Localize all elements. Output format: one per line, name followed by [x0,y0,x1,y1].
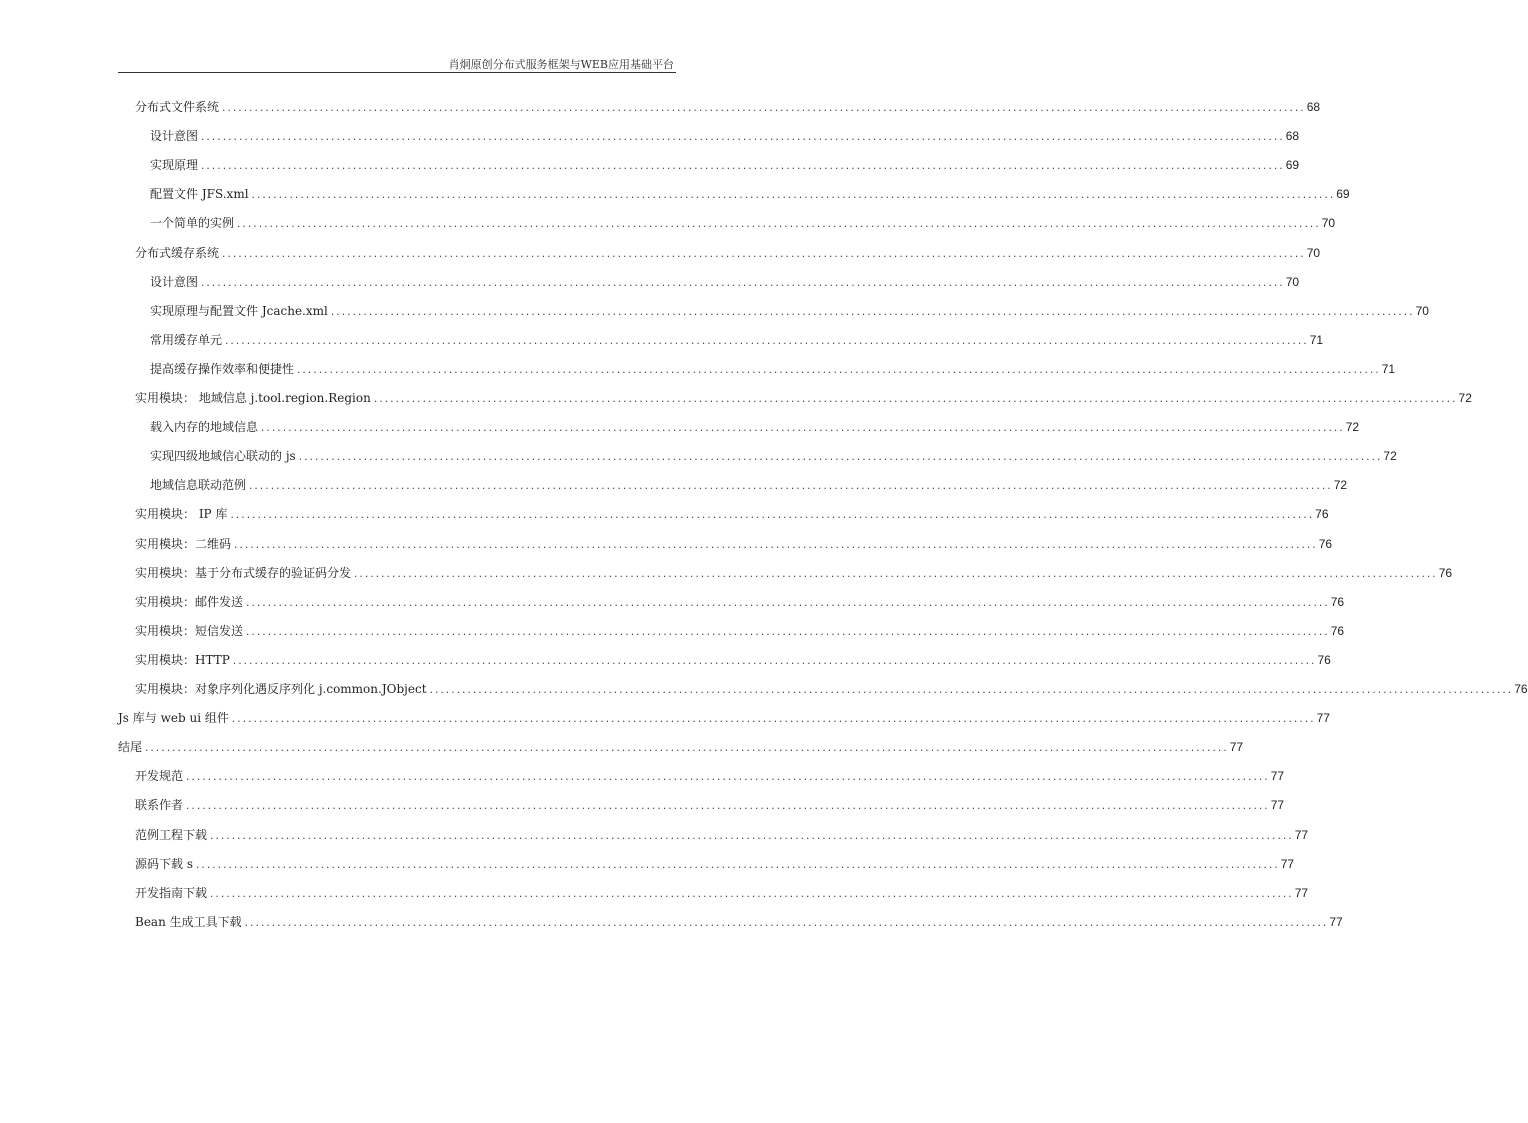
toc-entry-title: 分布式缓存系统 [135,245,220,260]
toc-page-number: 69 [1336,187,1350,202]
toc-entry-title: 设计意图 [150,274,199,289]
toc-entry[interactable] [150,297,1429,326]
toc-entry-title: Js 库与 web ui 组件 [118,711,229,726]
toc-page-number: 76 [1330,623,1345,638]
toc-page-number: 77 [1270,769,1285,784]
toc-entry-title: 提高缓存操作效率和便捷性 [150,361,295,376]
toc-entry[interactable] [135,879,1309,908]
toc-leader-dots: ........................................................................................................................................................................................................ [144,744,1228,755]
toc-entry-title: 设计意图 [150,129,199,144]
toc-leader-dots: ........................................................................................................................................................................................................ [297,453,1382,464]
toc-entry-title: 开发规范 [135,769,184,784]
toc-leader-dots: ........................................................................................................................................................................................................ [243,918,1328,929]
toc-leader-dots: ........................................................................................................................................................................................................ [231,656,1316,667]
toc-entry-title: 实用模块： IP 库 [135,507,228,522]
toc-entry-title: 实现原理 [150,158,199,173]
toc-entry[interactable] [150,209,1336,238]
toc-entry[interactable] [135,500,1329,529]
toc-entry[interactable] [135,617,1345,646]
toc-page-number: 76 [1317,652,1331,667]
toc-page-number: 77 [1316,711,1330,726]
toc-leader-dots: ........................................................................................................................................................................................................ [329,307,1414,318]
toc-page-number: 72 [1458,391,1472,405]
toc-entry[interactable] [135,821,1309,850]
toc-leader-dots: ........................................................................................................................................................................................................ [353,569,1437,580]
toc-entry[interactable] [135,850,1295,879]
toc-entry[interactable] [135,791,1285,820]
toc-page-number: 76 [1514,682,1528,696]
toc-page-number: 72 [1333,478,1348,493]
toc-leader-dots: ........................................................................................................................................................................................................ [245,598,1329,609]
toc-entry-title: 一个简单的实例 [150,216,235,231]
toc-entry-title: 开发指南下载 [135,885,208,900]
header-title: 肖炯原创分布式服务框架与WEB应用基础平台 [448,58,674,71]
toc-entry[interactable] [150,355,1396,384]
toc-page-number: 68 [1285,129,1300,144]
toc-page-number: 76 [1330,594,1345,609]
toc-entry[interactable] [150,413,1360,442]
toc-entry[interactable] [135,908,1343,937]
toc-entry-title: 实用模块：邮件发送 [135,594,244,609]
toc-page-number: 70 [1415,303,1429,318]
toc-page-number: 77 [1329,914,1343,929]
toc-entry[interactable] [150,122,1300,151]
toc-entry[interactable] [135,530,1333,559]
toc-entry-title: 范例工程下载 [135,827,208,842]
toc-page-number: 71 [1309,332,1324,347]
toc-entry-title: 实用模块：HTTP [135,652,230,667]
toc-entry-title: 分布式文件系统 [135,100,220,114]
toc-leader-dots: ........................................................................................................................................................................................................ [250,191,1335,202]
toc-entry[interactable] [135,93,1321,122]
toc-entry[interactable] [135,675,1528,704]
toc-entry-title: 配置文件 JFS.xml [150,187,249,202]
toc-leader-dots: ........................................................................................................................................................................................................ [245,627,1329,638]
toc-leader-dots: ........................................................................................................................................................................................................ [248,482,1332,493]
toc-entry[interactable] [135,762,1285,791]
toc-leader-dots: ........................................................................................................................................................................................................ [296,365,1380,376]
toc-leader-dots: ........................................................................................................................................................................................................ [209,831,1293,842]
toc-page-number: 76 [1438,565,1453,580]
toc-page-number: 76 [1315,507,1329,522]
toc-entry[interactable] [150,151,1300,180]
toc-page-number: 70 [1321,216,1336,231]
toc-entry[interactable] [135,239,1321,268]
toc-entry-title: 实用模块：短信发送 [135,623,244,638]
toc-entry[interactable] [150,442,1397,471]
toc-page-number: 70 [1285,274,1300,289]
toc-leader-dots: ........................................................................................................................................................................................................ [185,802,1269,813]
toc-entry-title: 实用模块：二维码 [135,536,232,551]
toc-page-number: 77 [1270,798,1285,813]
toc-leader-dots: ........................................................................................................................................................................................................ [221,104,1305,114]
toc-page-number: 77 [1294,827,1309,842]
toc-entry-title: 联系作者 [135,798,184,813]
toc-entry-title: 载入内存的地域信息 [150,420,259,435]
toc-leader-dots: ........................................................................................................................................................................................................ [236,220,1320,231]
toc-entry-title: 实用模块：基于分布式缓存的验证码分发 [135,565,352,580]
toc-leader-dots: ........................................................................................................................................................................................................ [200,162,1284,173]
toc-leader-dots: ........................................................................................................................................................................................................ [200,133,1284,144]
toc-page-number: 77 [1280,856,1295,871]
toc-leader-dots: ........................................................................................................................................................................................................ [224,336,1308,347]
toc-page-number: 68 [1306,100,1321,114]
page-header [118,52,676,73]
toc-leader-dots: ........................................................................................................................................................................................................ [194,860,1279,871]
toc-entry-title: 源码下载 s [135,856,193,871]
toc-leader-dots: ........................................................................................................................................................................................................ [200,278,1284,289]
toc-entry[interactable] [135,646,1331,675]
toc-entry-title: Bean 生成工具下载 [135,914,242,929]
toc-page-number: 70 [1306,245,1321,260]
toc-page-number: 77 [1294,885,1309,900]
toc-page-number: 72 [1345,420,1360,435]
toc-entry[interactable] [118,704,1330,733]
toc-page-number: 71 [1381,361,1396,376]
toc-entry[interactable] [118,733,1244,762]
toc-leader-dots: ........................................................................................................................................................................................................ [229,511,1314,522]
toc-leader-dots: ........................................................................................................................................................................................................ [185,773,1269,784]
toc-entry-title: 常用缓存单元 [150,332,223,347]
toc-entry-title: 实现四级地域信心联动的 js [150,449,296,464]
toc-leader-dots: ........................................................................................................................................................................................................ [260,424,1344,435]
toc-page-number: 69 [1285,158,1300,173]
toc-entry-title: 结尾 [118,740,143,755]
toc-entry[interactable] [150,180,1350,209]
toc-entry-title: 实用模块：对象序列化遇反序列化 j.common.JObject [135,682,427,696]
toc-entry-title: 实现原理与配置文件 Jcache.xml [150,303,328,318]
toc-entry[interactable] [135,384,1472,413]
toc-leader-dots: ........................................................................................................................................................................................................ [233,540,1317,551]
toc-entry-title: 实用模块： 地域信息 j.tool.region.Region [135,391,371,405]
toc-leader-dots: ........................................................................................................................................................................................................ [372,395,1457,405]
toc-entry[interactable] [150,326,1324,355]
toc-leader-dots: ........................................................................................................................................................................................................ [209,889,1293,900]
toc-entry[interactable] [150,471,1348,500]
toc-entry[interactable] [150,268,1300,297]
toc-page-number: 72 [1383,449,1397,464]
toc-leader-dots: ........................................................................................................................................................................................................ [230,715,1315,726]
toc-leader-dots: ........................................................................................................................................................................................................ [428,686,1513,696]
toc-page-number: 77 [1229,740,1244,755]
toc-page-number: 76 [1318,536,1333,551]
toc-entry-title: 地域信息联动范例 [150,478,247,493]
toc-leader-dots: ........................................................................................................................................................................................................ [221,249,1305,260]
toc-entry[interactable] [135,559,1453,588]
toc-entry[interactable] [135,588,1345,617]
